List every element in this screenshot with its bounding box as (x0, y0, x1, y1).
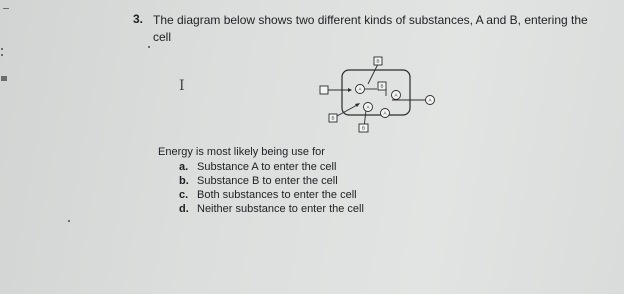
choice-a[interactable] (179, 160, 364, 174)
diagram-label: A (383, 110, 387, 116)
choice-letter: a. (179, 161, 189, 173)
margin-mark (68, 220, 70, 222)
question-prompt: Energy is most likely being use for (158, 146, 325, 158)
text-cursor-icon: I (179, 78, 185, 94)
diagram-label: A (366, 104, 370, 110)
cell-diagram (310, 52, 460, 142)
diagram-label: A (428, 97, 432, 103)
diagram-label: B (331, 115, 335, 121)
answer-choices (179, 160, 364, 216)
path-line (337, 104, 359, 116)
choice-b[interactable] (179, 174, 364, 188)
choice-d[interactable] (179, 202, 364, 216)
choice-letter: c. (179, 189, 189, 201)
margin-mark (1, 76, 7, 81)
margin-mark (1, 54, 3, 56)
substance-b-square (320, 86, 328, 94)
margin-mark (1, 48, 3, 50)
choice-letter: d. (179, 203, 189, 215)
path-line (368, 64, 378, 84)
diagram-label: B (361, 125, 366, 131)
choice-letter: b. (179, 175, 189, 187)
diagram-label: A (358, 86, 362, 92)
question-text: The diagram below shows two different kinds of substances, A and B, entering the cell (153, 13, 588, 44)
diagram-label: B (380, 83, 384, 89)
choice-text: Substance B to enter the cell (197, 175, 338, 187)
margin-mark (3, 8, 9, 9)
arrowhead (348, 88, 352, 92)
diagram-label: A (394, 92, 398, 98)
diagram-label: B (376, 58, 380, 64)
question-number: 3. (133, 12, 144, 26)
margin-mark (148, 46, 150, 48)
choice-text: Both substances to enter the cell (197, 189, 357, 201)
choice-text: Substance A to enter the cell (197, 161, 337, 173)
choice-c[interactable] (179, 188, 364, 202)
choice-text: Neither substance to enter the cell (197, 203, 364, 215)
arrowhead (355, 103, 360, 107)
